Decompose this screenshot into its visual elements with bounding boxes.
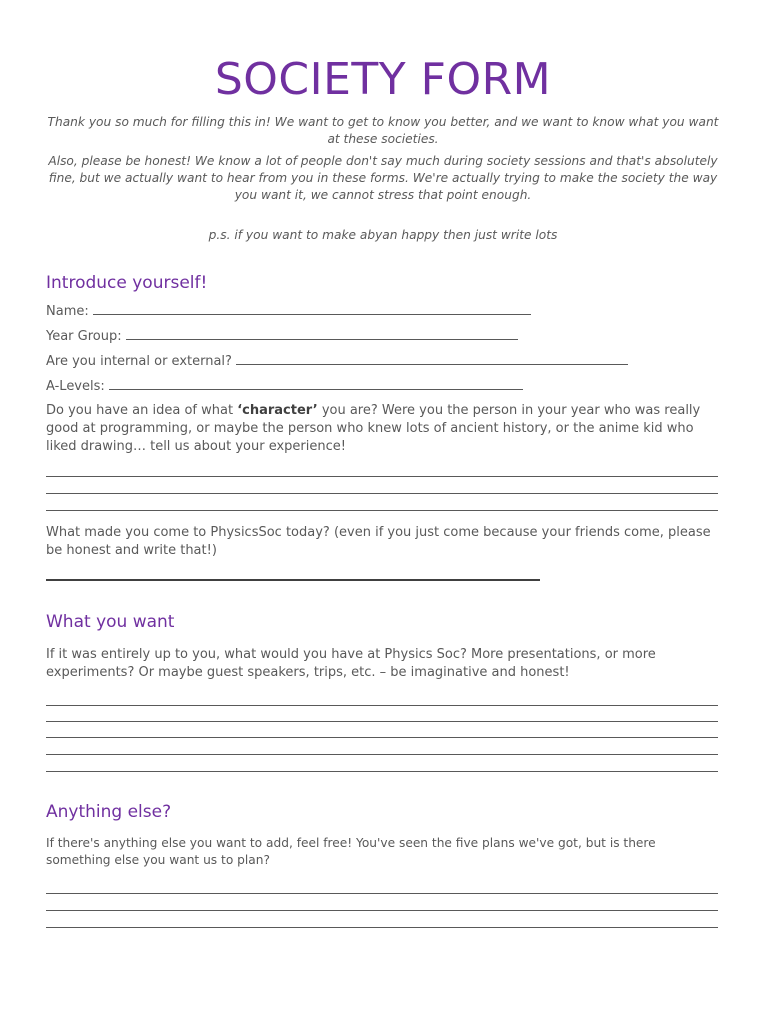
what-you-want-answer-line-5[interactable] [46,771,718,772]
year-group-label: Year Group: [46,329,122,344]
what-you-want-question: If it was entirely up to you, what would you have at Physics Soc? More presentations, or more experiments? Or maybe guest speakers, trips, etc. – be imaginative and honest! [46,647,656,680]
what-you-want-answer-line-2[interactable] [46,721,718,722]
intro-postscript: p.s. if you want to make abyan happy then just write lots [208,228,558,242]
intro-paragraph-2: Also, please be honest! We know a lot of people don't say much during society sessions and that's absolutely fine, but we actually want to hear from you in these forms. We're actually trying to make the society the way you want it, we cannot stress that point enough. [48,154,718,202]
character-question-text-rest: you are? Were you the person in your year who was really good at programming, or maybe the person who knew lots of ancient history, or the anime kid who liked drawing… tell us about your experience! [46,403,701,454]
name-label: Name: [46,304,89,319]
character-question-text: Do you have an idea of what [46,403,238,418]
section-heading-introduce: Introduce yourself! [46,273,208,293]
anything-else-answer-line-1[interactable] [46,893,718,894]
anything-else-answer-line-3[interactable] [46,927,718,928]
a-levels-answer-line[interactable] [109,377,523,390]
character-keyword: ‘character’ [237,403,318,418]
internal-external-answer-line[interactable] [236,352,628,365]
what-you-want-answer-line-3[interactable] [46,737,718,738]
internal-external-label: Are you internal or external? [46,354,232,369]
anything-else-answer-line-2[interactable] [46,910,718,911]
name-field[interactable] [46,302,531,321]
why-come-question: What made you come to PhysicsSoc today? (even if you just come because your friends come, please be honest and write that!) [46,525,711,558]
intro-paragraph-1: Thank you so much for filling this in! We want to get to know you better, and we want to know what you want at these societies. [47,115,719,146]
anything-else-question: If there's anything else you want to add, feel free! You've seen the five plans we've got, but is there something else you want us to plan? [46,836,656,867]
character-answer-line-2[interactable] [46,493,718,494]
a-levels-field[interactable] [46,377,523,396]
page-title: SOCIETY FORM [214,54,552,105]
year-group-field[interactable] [46,327,518,346]
character-answer-line-3[interactable] [46,510,718,511]
year-group-answer-line[interactable] [126,327,518,340]
section-heading-what-you-want: What you want [46,612,175,632]
a-levels-label: A-Levels: [46,379,105,394]
character-answer-line-1[interactable] [46,476,718,477]
what-you-want-answer-line-1[interactable] [46,705,718,706]
what-you-want-answer-line-4[interactable] [46,754,718,755]
why-come-answer-line[interactable] [46,579,540,581]
internal-external-field[interactable] [46,352,628,371]
name-answer-line[interactable] [93,302,531,315]
character-question [46,402,720,456]
section-heading-anything-else: Anything else? [46,802,172,822]
